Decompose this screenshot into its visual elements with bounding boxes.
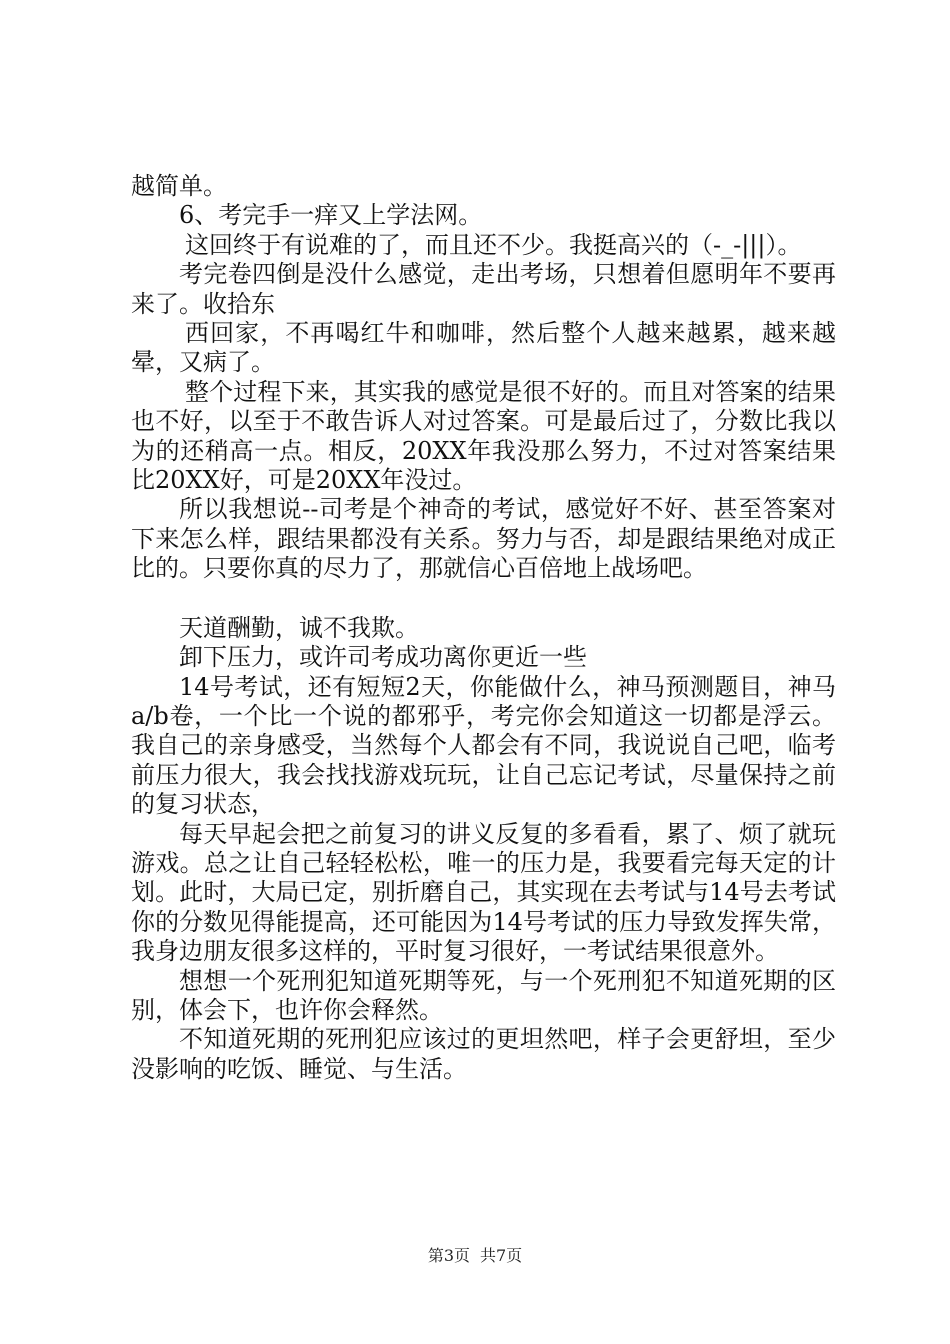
page-footer (0, 1243, 950, 1266)
paragraph-continuation: 越简单。 (131, 172, 227, 200)
paragraph: 西回家，不再喝红牛和咖啡，然后整个人越来越累，越来越晕，又病了。 (131, 319, 836, 377)
paragraph: 整个过程下来，其实我的感觉是很不好的。而且对答案的结果也不好，以至于不敢告诉人对过答案。可是最后过了，分数比我以为的还稍高一点。相反，20XX年我没那么努力，不过对答案结果比20XX好，可是20XX年没过。 (131, 377, 836, 495)
paragraph: 不知道死期的死刑犯应该过的更坦然吧，样子会更舒坦，至少没影响的吃饭、睡觉、与生活。 (131, 1025, 836, 1083)
paragraph: 想想一个死刑犯知道死期等死，与一个死刑犯不知道死期的区别，体会下，也许你会释然。 (131, 966, 836, 1024)
paragraph: 这回终于有说难的了，而且还不少。我挺高兴的（-_-|||）。 (185, 230, 802, 259)
paragraph: 天道酬勤，诚不我欺。 (179, 613, 419, 642)
paragraph: 每天早起会把之前复习的讲义反复的多看看，累了、烦了就玩游戏。总之让自己轻轻松松，唯一的压力是，我要看完每天定的计划。此时，大局已定，别折磨自己，其实现在去考试与14号去考试你的分数见得能提高，还可能因为14号考试的压力导致发挥失常，我身边朋友很多这样的，平时复习很好，一考试结果很意外。 (131, 819, 836, 966)
paragraph: 所以我想说--司考是个神奇的考试，感觉好不好、甚至答案对下来怎么样，跟结果都没有关系。努力与否，却是跟结果绝对成正比的。只要你真的尽力了，那就信心百倍地上战场吧。 (131, 495, 836, 583)
page-total: 共7页 (480, 1246, 523, 1265)
paragraph: 14号考试，还有短短2天，你能做什么，神马预测题目，神马a/b卷，一个比一个说的都邪乎，考完你会知道这一切都是浮云。我自己的亲身感受，当然每个人都会有不同，我说说自己吧，临考前压力很大，我会找找游戏玩玩，让自己忘记考试，尽量保持之前的复习状态， (131, 672, 836, 819)
document-body (131, 172, 836, 1084)
paragraph-item-6: 6、考完手一痒又上学法网。 (179, 201, 483, 230)
paragraph: 考完卷四倒是没什么感觉，走出考场，只想着但愿明年不要再来了。收拾东 (131, 260, 836, 318)
section-heading: 卸下压力，或许司考成功离你更近一些 (179, 643, 587, 672)
page-number: 第3页 (427, 1246, 470, 1265)
paragraph-gap (131, 584, 836, 614)
